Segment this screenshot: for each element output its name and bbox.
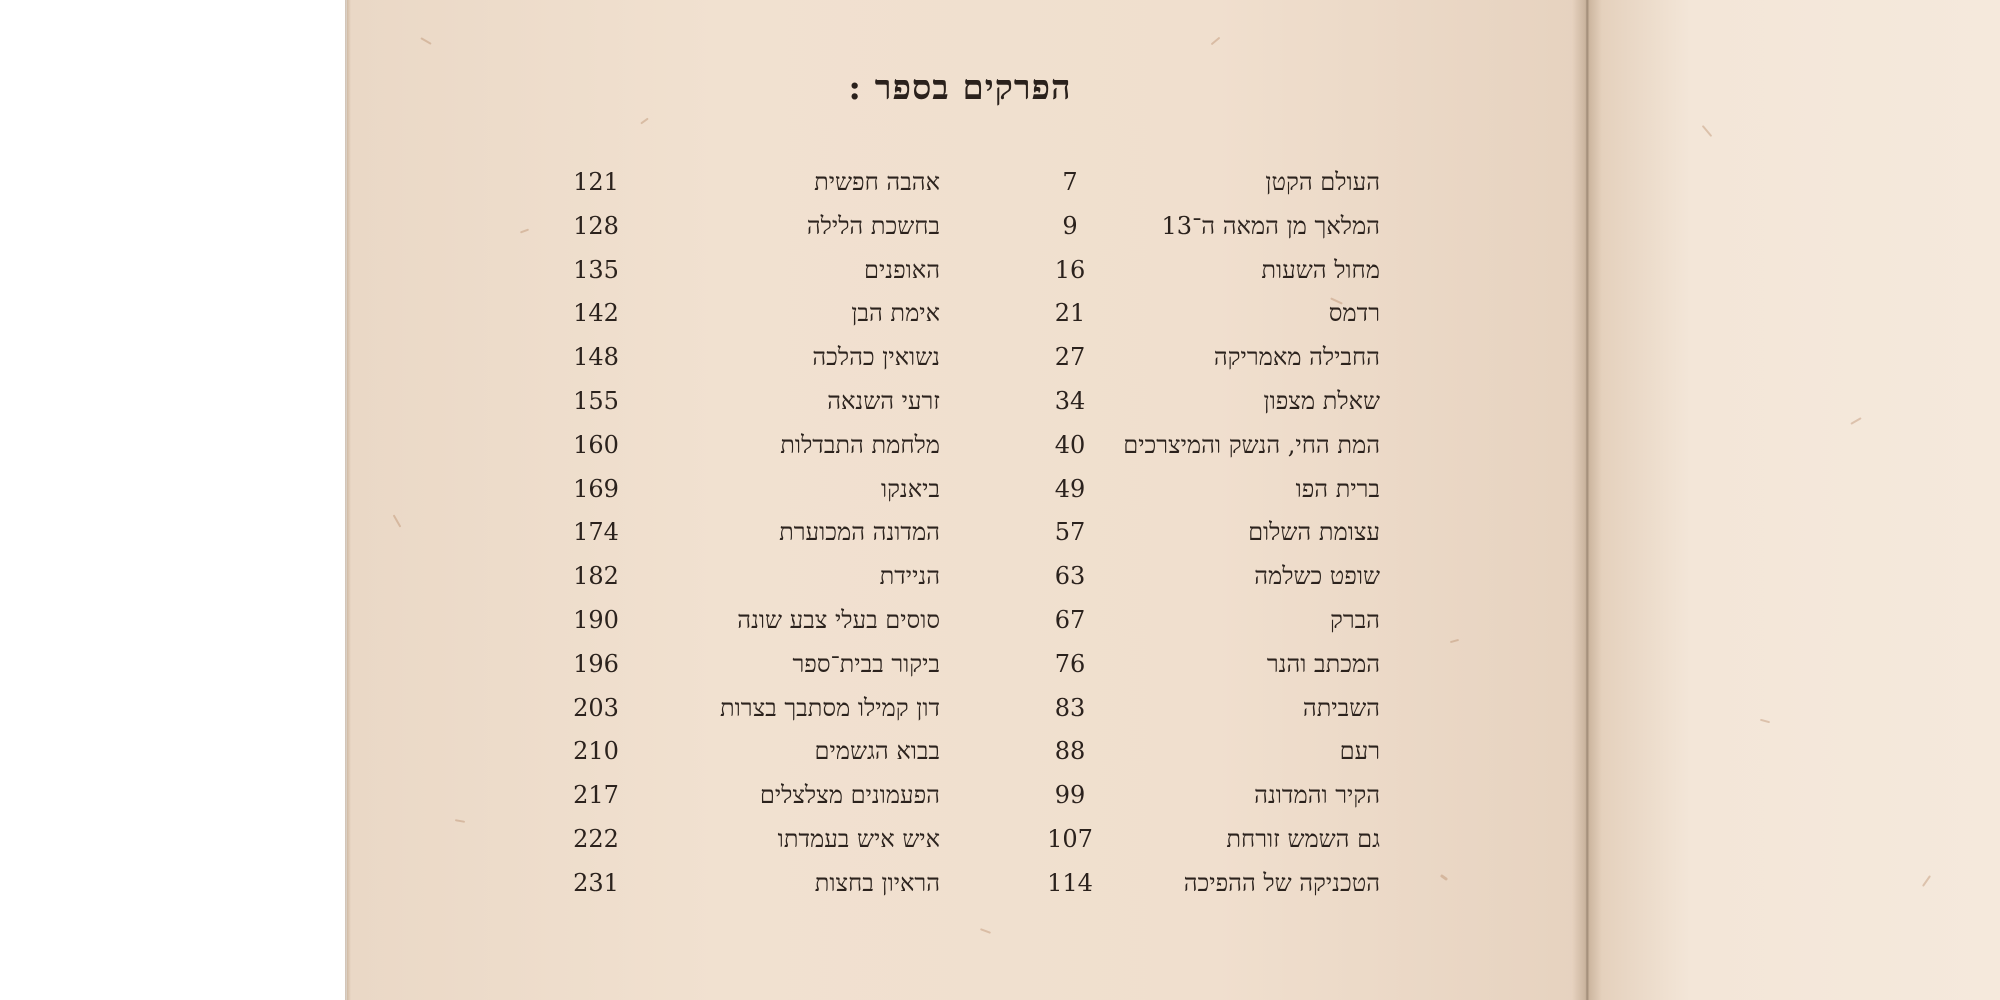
- chapter-title: החבילה מאמריקה: [1213, 343, 1380, 372]
- toc-entry: [1040, 299, 1380, 343]
- chapter-title: מלחמת התבדלות: [780, 430, 940, 459]
- chapter-page-number: 128: [573, 211, 619, 240]
- chapter-page-number: 63: [1054, 562, 1086, 591]
- chapter-title: מחול השעות: [1261, 255, 1380, 284]
- chapter-page-number: 16: [1054, 255, 1086, 284]
- chapter-title: העולם הקטן: [1265, 168, 1380, 196]
- toc-entry: [560, 518, 940, 562]
- toc-entry: [1040, 737, 1380, 781]
- chapter-title: עצומת השלום: [1248, 518, 1380, 547]
- chapter-title: איש איש בעמדתו: [777, 824, 940, 853]
- chapter-page-number: 217: [573, 781, 619, 810]
- book-gutter: [1572, 0, 1602, 1000]
- chapter-title: הברק: [1329, 605, 1380, 634]
- toc-entry: [1040, 168, 1380, 212]
- chapter-page-number: 148: [573, 343, 619, 372]
- chapter-page-number: 7: [1062, 168, 1078, 196]
- toc-entry: [560, 431, 940, 475]
- chapter-page-number: 9: [1062, 211, 1078, 240]
- chapter-page-number: 40: [1054, 430, 1086, 459]
- chapter-title: זרעי השנאה: [827, 386, 940, 415]
- chapter-title: המדונה המכוערת: [779, 518, 940, 547]
- chapter-page-number: 99: [1054, 781, 1086, 810]
- toc-entry: [560, 256, 940, 300]
- chapter-page-number: 135: [573, 255, 619, 284]
- chapter-title: האופנים: [864, 255, 940, 284]
- chapter-title: דון קמילו מסתבך בצרות: [720, 693, 940, 722]
- chapter-page-number: 88: [1054, 737, 1086, 766]
- chapter-title: השביתה: [1302, 693, 1380, 722]
- chapter-page-number: 155: [573, 386, 619, 415]
- chapter-title: גם השמש זורחת: [1226, 824, 1380, 853]
- chapter-page-number: 174: [573, 518, 619, 547]
- chapter-page-number: 76: [1054, 649, 1086, 678]
- chapter-page-number: 142: [573, 299, 619, 328]
- chapter-page-number: 107: [1047, 824, 1093, 853]
- right-page: [1587, 0, 2000, 1000]
- toc-entry: [560, 869, 940, 913]
- toc-entry: [560, 562, 940, 606]
- chapter-title: בבוא הגשמים: [814, 737, 940, 766]
- toc-entry: [1040, 562, 1380, 606]
- toc-entry: [560, 825, 940, 869]
- toc-entry: [1040, 606, 1380, 650]
- chapter-page-number: 83: [1054, 693, 1086, 722]
- chapter-page-number: 27: [1054, 343, 1086, 372]
- toc-entry: [560, 475, 940, 519]
- toc-column-right: [1040, 168, 1380, 913]
- chapter-title: המכתב והנר: [1266, 649, 1380, 678]
- chapter-page-number: 49: [1054, 474, 1086, 503]
- toc-entry: [1040, 518, 1380, 562]
- chapter-title: ביקור בבית־ספר: [792, 649, 940, 678]
- toc-entry: [560, 212, 940, 256]
- toc-entry: [560, 650, 940, 694]
- chapter-title: הקיר והמדונה: [1254, 781, 1380, 810]
- chapter-title: ברית הפו: [1295, 474, 1380, 503]
- toc-entry: [560, 781, 940, 825]
- left-page: [347, 0, 1587, 1000]
- toc-entry: [1040, 343, 1380, 387]
- toc-entry: [1040, 781, 1380, 825]
- chapter-title: הטכניקה של ההפיכה: [1183, 868, 1380, 897]
- toc-entry: [560, 606, 940, 650]
- toc-entry: [1040, 256, 1380, 300]
- chapter-page-number: 231: [573, 868, 619, 897]
- chapter-page-number: 67: [1054, 605, 1086, 634]
- toc-column-left: [560, 168, 940, 913]
- toc-entry: [1040, 431, 1380, 475]
- chapter-page-number: 196: [573, 649, 619, 678]
- chapter-title: אימת הבן: [851, 299, 940, 328]
- chapter-title: הראיון בחצות: [814, 868, 940, 897]
- toc-entry: [560, 737, 940, 781]
- chapter-title: רעם: [1339, 737, 1380, 766]
- page-edge: [345, 0, 351, 1000]
- chapter-title: הניידת: [879, 562, 940, 591]
- toc-entry: [560, 343, 940, 387]
- chapter-page-number: 57: [1054, 518, 1086, 547]
- chapter-page-number: 190: [573, 605, 619, 634]
- toc-entry: [560, 168, 940, 212]
- chapter-page-number: 182: [573, 562, 619, 591]
- toc-entry: [560, 299, 940, 343]
- chapter-title: רדמס: [1328, 299, 1380, 328]
- chapter-title: הפעמונים מצלצלים: [759, 781, 940, 810]
- chapter-title: אהבה חפשית: [814, 168, 940, 196]
- chapter-title: ביאנקו: [880, 474, 940, 503]
- chapter-page-number: 121: [573, 168, 619, 196]
- toc-entry: [1040, 475, 1380, 519]
- toc-entry: [1040, 212, 1380, 256]
- chapter-page-number: 34: [1054, 386, 1086, 415]
- chapter-page-number: 169: [573, 474, 619, 503]
- toc-entry: [560, 387, 940, 431]
- chapter-page-number: 114: [1047, 868, 1093, 897]
- toc-title: הפרקים בספר :: [848, 68, 1072, 108]
- chapter-page-number: 222: [573, 824, 619, 853]
- chapter-title: המלאך מן המאה ה־13: [1161, 211, 1380, 240]
- chapter-title: המת החי, הנשק והמיצרכים: [1123, 430, 1380, 459]
- toc-entry: [1040, 869, 1380, 913]
- chapter-page-number: 210: [573, 737, 619, 766]
- chapter-title: שאלת מצפון: [1263, 386, 1380, 415]
- chapter-title: נשואין כהלכה: [812, 343, 940, 372]
- chapter-page-number: 160: [573, 430, 619, 459]
- toc-entry: [1040, 650, 1380, 694]
- chapter-page-number: 21: [1054, 299, 1086, 328]
- chapter-page-number: 203: [573, 693, 619, 722]
- toc-entry: [1040, 694, 1380, 738]
- toc-entry: [560, 694, 940, 738]
- chapter-title: שופט כשלמה: [1254, 562, 1380, 591]
- toc-entry: [1040, 387, 1380, 431]
- chapter-title: סוסים בעלי צבע שונה: [737, 605, 940, 634]
- chapter-title: בחשכת הלילה: [806, 211, 940, 240]
- toc-entry: [1040, 825, 1380, 869]
